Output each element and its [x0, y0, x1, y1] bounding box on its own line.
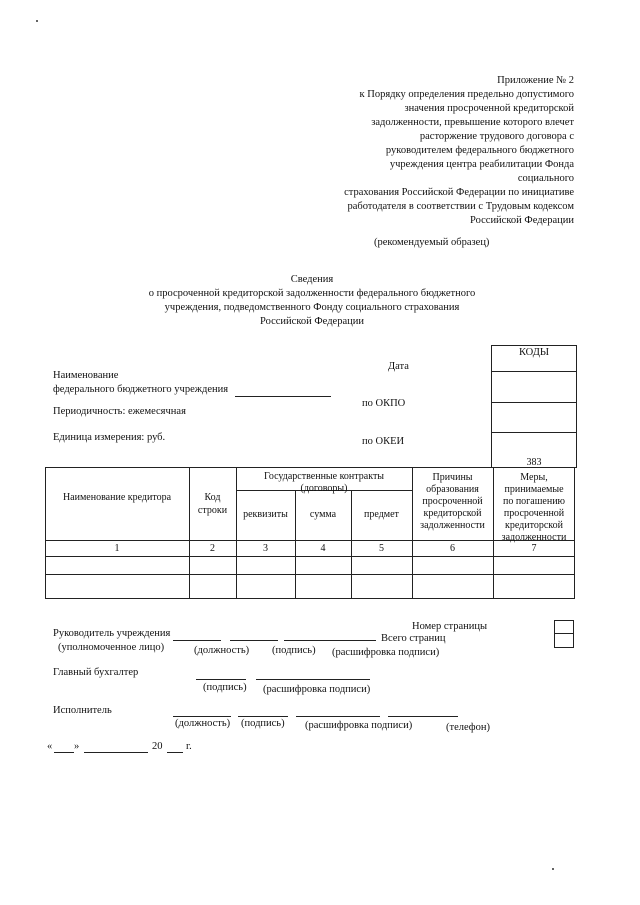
scan-speck — [552, 868, 554, 870]
col-number: 4 — [320, 543, 326, 554]
name-label: Наименование — [53, 370, 119, 381]
okei-label: по ОКЕИ — [362, 436, 405, 447]
head-label: Руководитель учреждения — [53, 628, 171, 639]
appendix-line: задолженности, превышение которого влечет — [371, 117, 574, 128]
executor-signature-line — [238, 716, 288, 717]
appendix-line: значения просроченной кредиторской — [404, 103, 574, 114]
codes-label: КОДЫ — [518, 347, 550, 358]
accountant-decoding-line — [256, 679, 370, 680]
date-month-line — [84, 752, 148, 753]
appendix-line: Российской Федерации — [470, 215, 574, 226]
col-line-code-2: строки — [197, 505, 228, 516]
col-line-code: Код — [204, 492, 221, 503]
head-position-line — [173, 640, 221, 641]
col-contracts-2: (договоры) — [300, 483, 348, 494]
appendix-line: руководителем федерального бюджетного — [385, 145, 574, 156]
head-signature-caption: (подпись) — [272, 645, 316, 656]
date-close-quote: » — [74, 741, 80, 752]
name-field-line — [235, 396, 331, 397]
title-line: учреждения, подведомственного Фонду социального страхования — [164, 302, 460, 313]
date-label: Дата — [388, 361, 409, 372]
page-boxes — [554, 620, 574, 648]
date-open-quote: « — [47, 741, 53, 752]
col-subject: предмет — [364, 509, 399, 520]
date-year-line — [167, 752, 183, 753]
date-day-line — [54, 752, 74, 753]
accountant-decoding-caption: (расшифровка подписи) — [263, 684, 371, 695]
executor-signature-caption: (подпись) — [241, 718, 285, 729]
col-sum: сумма — [309, 509, 337, 520]
executor-decoding-line — [296, 716, 380, 717]
recommended-sample-note: (рекомендуемый образец) — [374, 237, 490, 248]
appendix-line: расторжение трудового договора с — [419, 131, 574, 142]
col-number: 1 — [114, 543, 120, 554]
col-number: 6 — [450, 543, 455, 554]
date-year-suffix: г. — [186, 741, 192, 752]
scan-speck — [36, 20, 38, 22]
col-contracts: Государственные контракты — [263, 471, 385, 482]
col-number: 5 — [379, 543, 384, 554]
appendix-number: Приложение № 2 — [497, 75, 574, 86]
head-position-caption: (должность) — [194, 645, 250, 656]
appendix-line: социального — [517, 173, 574, 184]
date-year-prefix: 20 — [152, 741, 163, 752]
total-pages-label: Всего страниц — [381, 633, 446, 644]
accountant-signature-caption: (подпись) — [203, 682, 247, 693]
executor-phone-line — [388, 716, 458, 717]
codes-box — [491, 345, 577, 468]
executor-decoding-caption: (расшифровка подписи) — [305, 720, 413, 731]
okpo-label: по ОКПО — [362, 398, 406, 409]
col-number: 3 — [263, 543, 268, 554]
periodicity: Периодичность: ежемесячная — [53, 406, 186, 417]
executor-label: Исполнитель — [53, 705, 112, 716]
head-sub-label: (уполномоченное лицо) — [58, 642, 165, 653]
title-line: о просроченной кредиторской задолженности федерального бюджетного — [148, 288, 476, 299]
executor-position-line — [173, 716, 231, 717]
col-requisites: реквизиты — [243, 509, 288, 520]
page-number-label: Номер страницы — [412, 621, 488, 632]
col-number: 2 — [210, 543, 215, 554]
okei-code: 383 — [526, 457, 542, 468]
title-line: Сведения — [290, 274, 334, 285]
title-line: Российской Федерации — [260, 316, 364, 327]
appendix-line: страхования Российской Федерации по инициативе — [344, 187, 574, 198]
executor-position-caption: (должность) — [175, 718, 231, 729]
name-label-2: федерального бюджетного учреждения — [53, 384, 229, 395]
accountant-signature-line — [196, 679, 246, 680]
head-decoding-line — [284, 640, 376, 641]
col-creditor-name: Наименование кредитора — [62, 492, 172, 503]
head-decoding-caption: (расшифровка подписи) — [332, 647, 440, 658]
chief-accountant-label: Главный бухгалтер — [53, 667, 139, 678]
executor-phone-caption: (телефон) — [446, 722, 490, 733]
head-signature-line — [230, 640, 278, 641]
appendix-line: работодателя в соответствии с Трудовым кодексом — [347, 201, 574, 212]
appendix-line: к Порядку определения предельно допустимого — [359, 89, 574, 100]
unit-of-measure: Единица измерения: руб. — [53, 432, 166, 443]
appendix-line: учреждения центра реабилитации Фонда — [389, 159, 574, 170]
col-number: 7 — [531, 543, 537, 554]
